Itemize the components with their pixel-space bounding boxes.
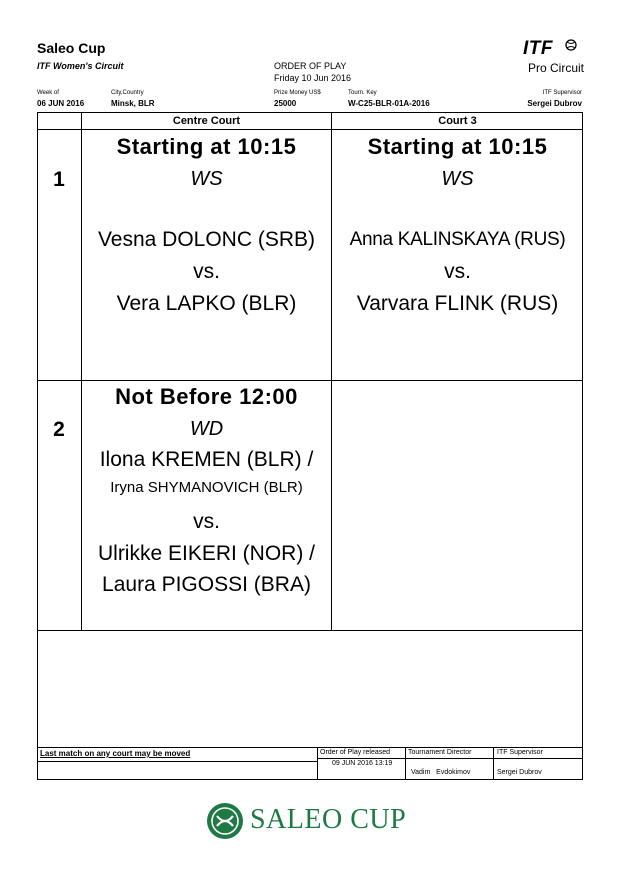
row-divider-1 bbox=[37, 380, 583, 381]
supervisor-label: ITF Supervisor bbox=[542, 90, 582, 96]
team-2-player-a: Ulrikke EIKERI (NOR) / bbox=[97, 542, 315, 565]
footer-col-divider-3 bbox=[493, 747, 494, 780]
footer-note: Last match on any court may be moved bbox=[40, 749, 191, 758]
prize-label: Prize Money US$ bbox=[274, 90, 321, 96]
tourn-key-label: Tourn. Key bbox=[348, 90, 377, 96]
prize-value: 25000 bbox=[274, 99, 297, 108]
player-1: Anna KALINSKAYA (RUS) bbox=[349, 229, 566, 250]
week-value: 06 JUN 2016 bbox=[37, 99, 85, 108]
saleo-cup-wordmark: SALEO CUP bbox=[250, 804, 407, 835]
circuit-name: ITF Women's Circuit bbox=[37, 61, 124, 71]
city-value: Minsk, BLR bbox=[111, 99, 155, 108]
player-2: Vera LAPKO (BLR) bbox=[116, 292, 297, 315]
court-header-court3: Court 3 bbox=[438, 115, 477, 127]
row-divider-2 bbox=[37, 630, 583, 631]
released-label: Order of Play released bbox=[320, 749, 391, 756]
director-label: Tournament Director bbox=[408, 749, 472, 756]
match-time: Starting at 10:15 bbox=[116, 134, 297, 159]
schedule-grid bbox=[37, 112, 583, 780]
tourn-key-value: W-C25-BLR-01A-2016 bbox=[348, 99, 430, 108]
saleo-cup-emblem bbox=[206, 802, 244, 840]
court-header-centre: Centre Court bbox=[172, 115, 241, 127]
supervisor-value: Sergei Dubrov bbox=[527, 99, 582, 108]
order-title: ORDER OF PLAY bbox=[274, 61, 347, 71]
director-value: Vadim Evdokimov bbox=[411, 769, 471, 776]
footer-note-underline bbox=[37, 761, 317, 762]
match-event: WS bbox=[441, 168, 474, 190]
tennis-ball-icon bbox=[565, 39, 577, 51]
released-value: 09 JUN 2016 13:19 bbox=[332, 760, 393, 767]
footer-divider bbox=[37, 747, 583, 748]
tournament-name: Saleo Cup bbox=[37, 40, 106, 56]
match-time: Not Before 12:00 bbox=[115, 384, 298, 409]
itf-logo: ITF bbox=[523, 38, 553, 59]
team-1-player-a: Ilona KREMEN (BLR) / bbox=[99, 448, 314, 471]
versus-label: vs. bbox=[193, 260, 220, 283]
versus-label: vs. bbox=[193, 510, 220, 533]
week-label: Week of bbox=[37, 90, 59, 96]
team-1-player-b: Iryna SHYMANOVICH (BLR) bbox=[110, 479, 303, 496]
footer-col-divider-1 bbox=[317, 747, 318, 780]
order-date: Friday 10 Jun 2016 bbox=[274, 73, 352, 83]
itf-logo-subtitle: Pro Circuit bbox=[528, 61, 585, 75]
footer-supervisor-value: Sergei Dubrov bbox=[497, 769, 542, 776]
footer-supervisor-label: ITF Supervisor bbox=[497, 749, 543, 756]
row-number: 2 bbox=[53, 418, 65, 441]
player-2: Varvara FLINK (RUS) bbox=[356, 292, 559, 315]
team-2-player-b: Laura PIGOSSI (BRA) bbox=[102, 573, 311, 596]
header-divider bbox=[37, 129, 583, 130]
footer-label-divider bbox=[317, 758, 583, 759]
match-event: WD bbox=[189, 418, 224, 440]
player-1: Vesna DOLONC (SRB) bbox=[97, 228, 316, 251]
match-time: Starting at 10:15 bbox=[367, 134, 548, 159]
row-number: 1 bbox=[53, 168, 65, 191]
city-label: City,Country bbox=[111, 90, 144, 96]
match-event: WS bbox=[190, 168, 223, 190]
versus-label: vs. bbox=[444, 260, 471, 283]
footer-col-divider-2 bbox=[405, 747, 406, 780]
